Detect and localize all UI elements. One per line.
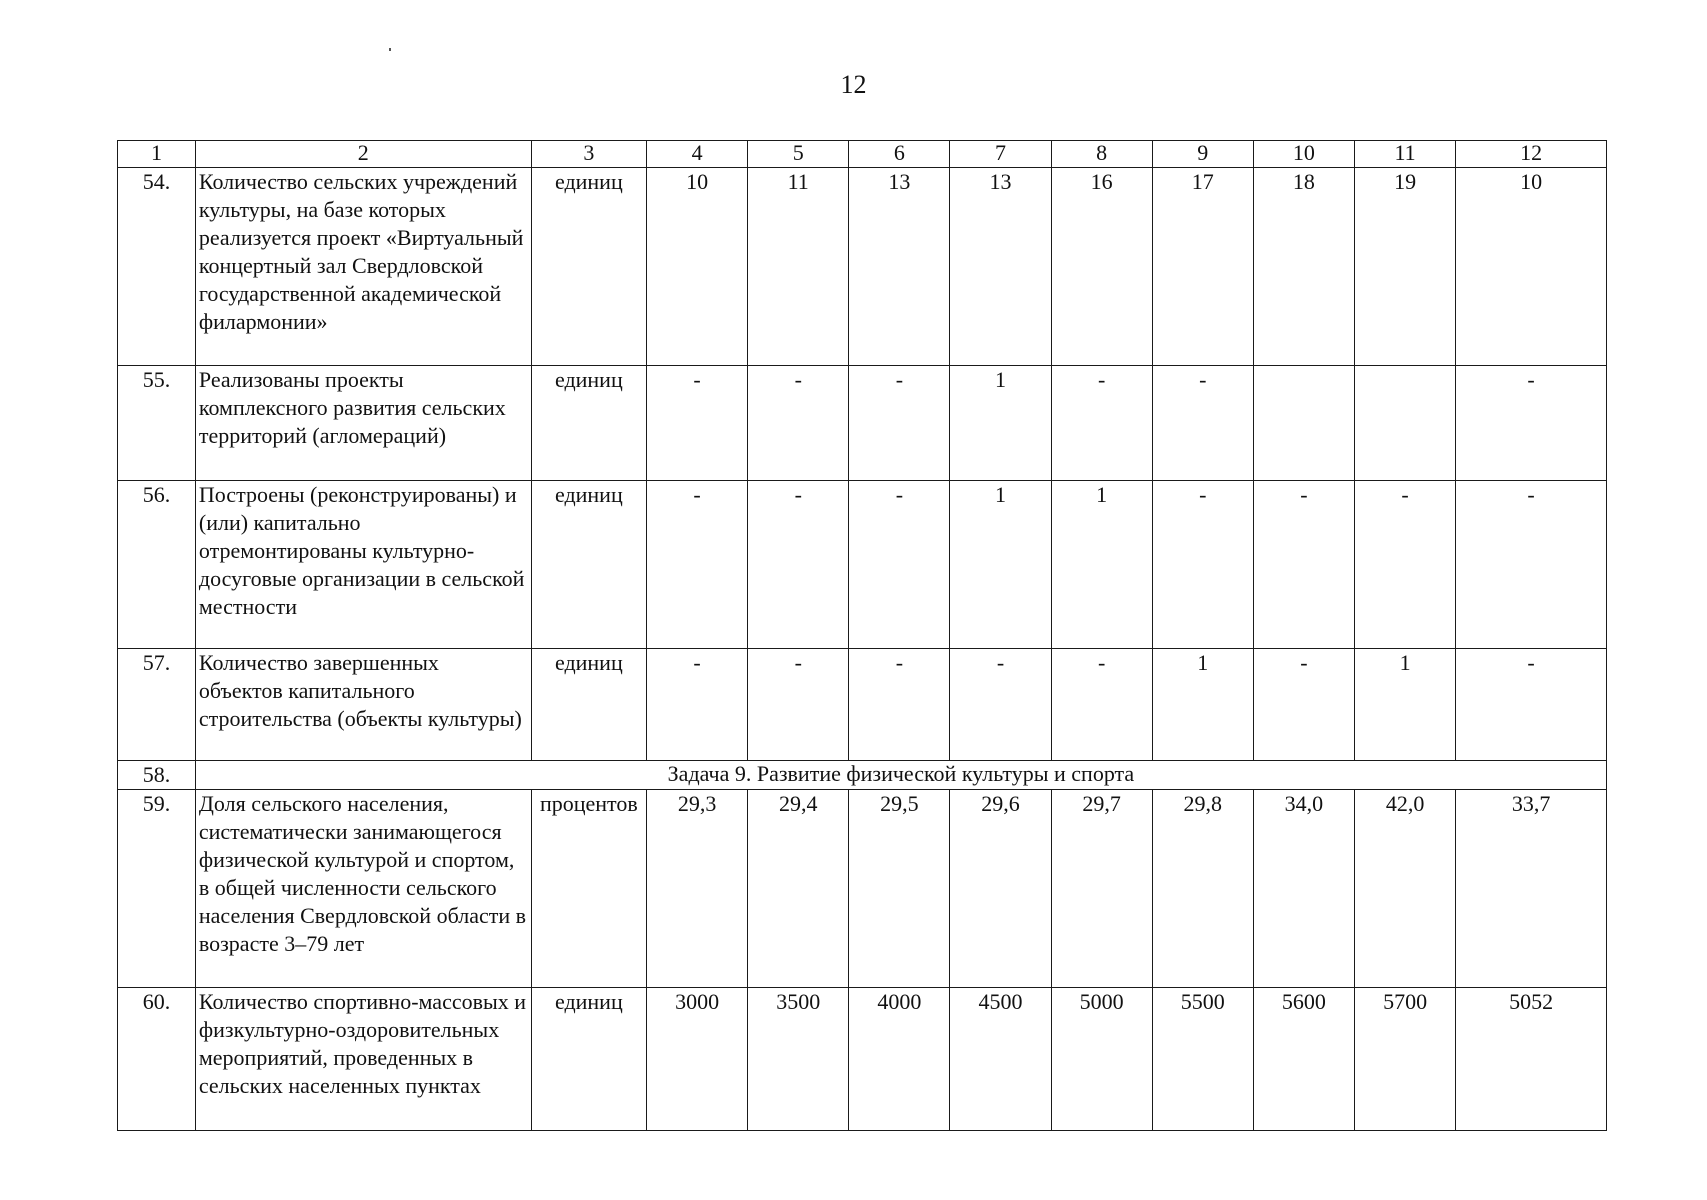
- value-cell: 29,4: [748, 790, 849, 988]
- value-cell: 29,7: [1051, 790, 1152, 988]
- indicator-name: Построены (реконструированы) и (или) капитально отремонтированы культурно-досуговые организации в сельской местности: [195, 481, 531, 649]
- header-cell: 4: [647, 141, 748, 168]
- value-cell: 13: [849, 168, 950, 366]
- table-row: [118, 366, 1607, 481]
- value-cell: 42,0: [1355, 790, 1456, 988]
- table-row: [118, 168, 1607, 366]
- value-cell: -: [647, 649, 748, 761]
- value-cell: -: [1051, 366, 1152, 481]
- header-cell: 7: [950, 141, 1051, 168]
- value-cell: 29,6: [950, 790, 1051, 988]
- value-cell: -: [647, 366, 748, 481]
- indicator-name: Доля сельского населения, систематически занимающегося физической культурой и спортом, в общей численности сельского населения Свердловской области в возрасте 3–79 лет: [195, 790, 531, 988]
- value-cell: 3500: [748, 988, 849, 1131]
- value-cell: -: [849, 649, 950, 761]
- value-cell: 13: [950, 168, 1051, 366]
- value-cell: -: [1152, 366, 1253, 481]
- value-cell: -: [849, 481, 950, 649]
- value-cell: -: [647, 481, 748, 649]
- header-cell: 9: [1152, 141, 1253, 168]
- page-number: 12: [840, 70, 867, 99]
- value-cell: -: [748, 649, 849, 761]
- value-cell: 1: [950, 481, 1051, 649]
- value-cell: -: [1355, 481, 1456, 649]
- value-cell: -: [1456, 366, 1607, 481]
- task-row: [118, 761, 1607, 790]
- value-cell: 1: [1051, 481, 1152, 649]
- value-cell: 10: [647, 168, 748, 366]
- value-cell: [1253, 366, 1354, 481]
- scan-speck: [389, 48, 391, 51]
- header-cell: 10: [1253, 141, 1354, 168]
- unit-cell: единиц: [531, 649, 646, 761]
- header-cell: 1: [118, 141, 196, 168]
- table-row: [118, 988, 1607, 1131]
- value-cell: 5600: [1253, 988, 1354, 1131]
- value-cell: 5052: [1456, 988, 1607, 1131]
- header-cell: 5: [748, 141, 849, 168]
- table-row: [118, 481, 1607, 649]
- value-cell: 29,3: [647, 790, 748, 988]
- value-cell: 29,8: [1152, 790, 1253, 988]
- row-number: 55.: [118, 366, 196, 481]
- row-number: 54.: [118, 168, 196, 366]
- table-header: [118, 141, 1607, 168]
- header-cell: 3: [531, 141, 646, 168]
- value-cell: 5700: [1355, 988, 1456, 1131]
- value-cell: -: [1456, 481, 1607, 649]
- value-cell: 11: [748, 168, 849, 366]
- indicator-name: Реализованы проекты комплексного развития сельских территорий (агломераций): [195, 366, 531, 481]
- value-cell: -: [1152, 481, 1253, 649]
- value-cell: 5500: [1152, 988, 1253, 1131]
- unit-cell: процентов: [531, 790, 646, 988]
- header-cell: 8: [1051, 141, 1152, 168]
- value-cell: 3000: [647, 988, 748, 1131]
- row-number: 56.: [118, 481, 196, 649]
- indicator-name: Количество завершенных объектов капитального строительства (объекты культуры): [195, 649, 531, 761]
- row-number: 57.: [118, 649, 196, 761]
- value-cell: 17: [1152, 168, 1253, 366]
- value-cell: 19: [1355, 168, 1456, 366]
- unit-cell: единиц: [531, 168, 646, 366]
- header-row: [118, 141, 1607, 168]
- value-cell: -: [748, 366, 849, 481]
- value-cell: 33,7: [1456, 790, 1607, 988]
- value-cell: 10: [1456, 168, 1607, 366]
- table-row: [118, 649, 1607, 761]
- value-cell: -: [748, 481, 849, 649]
- table-body: [118, 168, 1607, 1131]
- value-cell: 1: [950, 366, 1051, 481]
- header-cell: 12: [1456, 141, 1607, 168]
- value-cell: 34,0: [1253, 790, 1354, 988]
- value-cell: 1: [1152, 649, 1253, 761]
- value-cell: -: [1051, 649, 1152, 761]
- value-cell: -: [950, 649, 1051, 761]
- table-row: [118, 790, 1607, 988]
- unit-cell: единиц: [531, 366, 646, 481]
- header-cell: 2: [195, 141, 531, 168]
- task-heading: Задача 9. Развитие физической культуры и спорта: [195, 761, 1606, 790]
- indicators-table: [117, 140, 1607, 1131]
- indicator-name: Количество спортивно-массовых и физкультурно-оздоровительных мероприятий, проведенных в сельских населенных пунктах: [195, 988, 531, 1131]
- row-number: 60.: [118, 988, 196, 1131]
- value-cell: 5000: [1051, 988, 1152, 1131]
- header-cell: 11: [1355, 141, 1456, 168]
- value-cell: -: [1253, 481, 1354, 649]
- value-cell: 16: [1051, 168, 1152, 366]
- value-cell: 18: [1253, 168, 1354, 366]
- value-cell: -: [1456, 649, 1607, 761]
- value-cell: -: [1253, 649, 1354, 761]
- value-cell: 1: [1355, 649, 1456, 761]
- unit-cell: единиц: [531, 988, 646, 1131]
- row-number: 58.: [118, 761, 196, 790]
- indicator-name: Количество сельских учреждений культуры, на базе которых реализуется проект «Виртуальный концертный зал Свердловской государственной академической филармонии»: [195, 168, 531, 366]
- row-number: 59.: [118, 790, 196, 988]
- value-cell: -: [849, 366, 950, 481]
- unit-cell: единиц: [531, 481, 646, 649]
- value-cell: 4000: [849, 988, 950, 1131]
- header-cell: 6: [849, 141, 950, 168]
- value-cell: 4500: [950, 988, 1051, 1131]
- value-cell: 29,5: [849, 790, 950, 988]
- value-cell: [1355, 366, 1456, 481]
